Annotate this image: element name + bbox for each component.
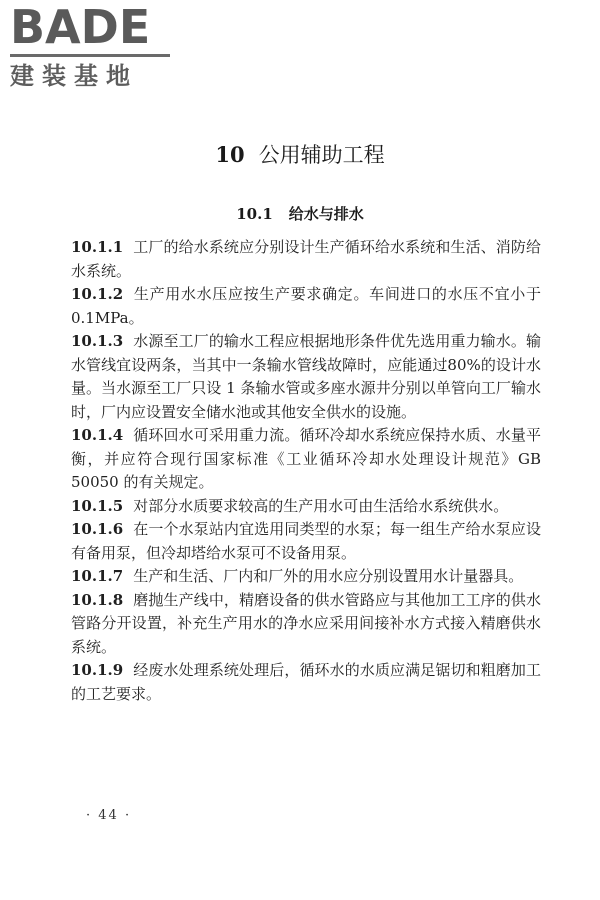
clause-10-1-1 [71, 236, 541, 283]
section-title: 给水与排水 [288, 205, 364, 223]
clause-number: 10.1.3 [71, 332, 124, 350]
clause-10-1-8 [71, 589, 541, 660]
clause-number: 10.1.4 [71, 426, 124, 444]
clause-10-1-3 [71, 330, 541, 424]
clause-text: 生产和生活、厂内和厂外的用水应分别设置用水计量器具。 [133, 567, 524, 585]
clause-list [71, 236, 541, 706]
logo-divider [10, 54, 170, 57]
chapter-number: 10 [215, 142, 245, 167]
clause-text: 在一个水泵站内宜选用同类型的水泵；每一组生产给水泵应设有备用泵，但冷却塔给水泵可不设备用泵。 [71, 520, 541, 562]
clause-text: 经废水处理系统处理后，循环水的水质应满足锯切和粗磨加工的工艺要求。 [71, 661, 541, 703]
chapter-title: 公用辅助工程 [258, 143, 385, 167]
clause-text: 循环回水可采用重力流。循环冷却水系统应保持水质、水量平衡，并应符合现行国家标准《工业循环冷却水处理设计规范》GB 50050 的有关规定。 [71, 426, 541, 491]
bade-logo [10, 0, 178, 92]
clause-text: 工厂的给水系统应分别设计生产循环给水系统和生活、消防给水系统。 [71, 238, 541, 280]
section-heading [0, 204, 600, 224]
clause-number: 10.1.1 [71, 238, 124, 256]
section-number: 10.1 [236, 205, 273, 223]
clause-number: 10.1.8 [71, 590, 124, 609]
clause-10-1-7 [71, 565, 541, 589]
clause-number: 10.1.6 [71, 520, 124, 538]
clause-number: 10.1.2 [71, 285, 124, 303]
chapter-heading [0, 143, 600, 167]
clause-10-1-5 [71, 495, 541, 519]
clause-text: 磨抛生产线中，精磨设备的供水管路应与其他加工工序的供水管路分开设置，补充生产用水的净水应采用间接补水方式接入精磨供水系统。 [71, 590, 541, 656]
clause-text: 生产用水水压应按生产要求确定。车间进口的水压不宜小于 0.1MPa。 [71, 285, 541, 327]
clause-text: 水源至工厂的输水工程应根据地形条件优先选用重力输水。输水管线宜设两条，当其中一条输水管线故障时，应能通过80%的设计水量。当水源至工厂只设 1 条输水管或多座水源井分别以单管向工厂输水时，厂内应设置安全储水池或其他安全供水的设施。 [71, 332, 541, 421]
logo-subtitle: 建装基地 [10, 62, 138, 90]
logo-wordmark: BADE [10, 0, 151, 54]
clause-number: 10.1.7 [71, 567, 124, 585]
clause-text: 对部分水质要求较高的生产用水可由生活给水系统供水。 [133, 496, 509, 515]
clause-10-1-2 [71, 283, 541, 330]
clause-10-1-4 [71, 424, 541, 495]
page-number: · 44 · [86, 808, 132, 823]
clause-10-1-6 [71, 518, 541, 565]
clause-number: 10.1.5 [71, 496, 124, 515]
clause-10-1-9 [71, 659, 541, 706]
clause-number: 10.1.9 [71, 661, 124, 679]
